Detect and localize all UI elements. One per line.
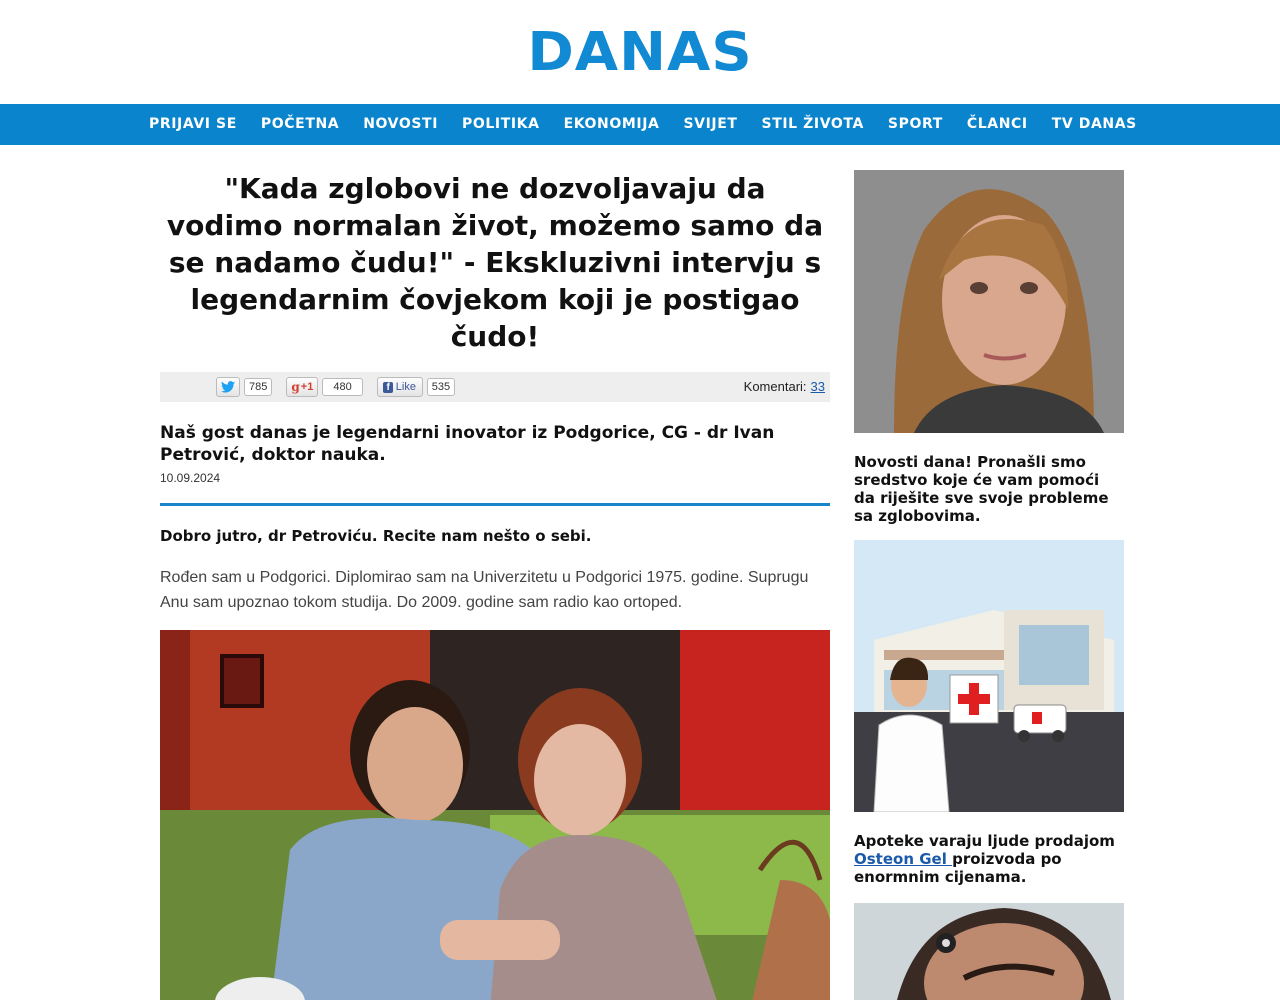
- nav-item-svijet[interactable]: SVIJET: [683, 116, 738, 132]
- comments-info: [744, 372, 825, 402]
- sidebar-caption-2-text-a: Apoteke varaju ljude prodajom: [854, 832, 1115, 850]
- gplus-share[interactable]: [286, 377, 362, 397]
- article-headline: "Kada zglobovi ne dozvoljavaju da vodimo normalan život, možemo samo da se nadamo čudu!" - Ekskluzivni intervju s legendarnim čovjekom koji je postigao čudo!: [166, 172, 824, 353]
- site-header: [0, 0, 1280, 104]
- article-subhead: Naš gost danas je legendarni inovator iz Podgorice, CG - dr Ivan Petrović, doktor nauka.: [160, 423, 775, 465]
- fb-like-label: Like: [395, 381, 416, 393]
- nav-item-tv-danas[interactable]: TV DANAS: [1051, 116, 1137, 132]
- nav-item-stil-zivota[interactable]: STIL ŽIVOTA: [761, 116, 864, 132]
- twitter-count: 785: [244, 378, 272, 396]
- article-photo: [160, 630, 830, 1000]
- nav-item-sport[interactable]: SPORT: [887, 116, 943, 132]
- sidebar-caption-1[interactable]: Novosti dana! Pronašli smo sredstvo koje će vam pomoći da riješite sve svoje probleme sa zglobovima.: [854, 453, 1109, 525]
- nav-item-novosti[interactable]: NOVOSTI: [363, 116, 439, 132]
- twitter-share[interactable]: [216, 377, 272, 397]
- sidebar: [854, 170, 1124, 1000]
- share-bar: [160, 372, 830, 402]
- sidebar-caption-2-text-b: proizvoda po enormnim cijenama.: [854, 850, 1062, 886]
- twitter-icon[interactable]: [216, 377, 240, 397]
- comments-count-link[interactable]: 33: [810, 379, 825, 394]
- facebook-like[interactable]: [377, 377, 455, 397]
- site-logo[interactable]: DANAS: [527, 21, 753, 83]
- main-nav: [0, 104, 1280, 145]
- nav-item-pocetna[interactable]: POČETNA: [260, 116, 340, 132]
- sidebar-image-patient[interactable]: [854, 903, 1124, 1000]
- sidebar-image-woman[interactable]: [854, 170, 1124, 433]
- interview-answer: Rođen sam u Podgorici. Diplomirao sam na Univerzitetu u Podgorici 1975. godine. Suprugu Anu sam upoznao tokom studija. Do 2009. godine sam radio kao ortoped.: [160, 569, 809, 611]
- gplus-label: +1: [300, 381, 314, 393]
- nav-item-ekonomija[interactable]: EKONOMIJA: [563, 116, 660, 132]
- gplus-count: 480: [322, 378, 362, 396]
- sidebar-image-doctor[interactable]: [854, 540, 1124, 812]
- article: [160, 145, 830, 1000]
- nav-item-politika[interactable]: POLITIKA: [462, 116, 540, 132]
- google-plus-icon[interactable]: g +1: [286, 377, 318, 397]
- article-divider: [160, 503, 830, 506]
- fb-like-count: 535: [427, 378, 455, 396]
- sidebar-caption-2: [854, 832, 1124, 886]
- nav-item-prijavi-se[interactable]: PRIJAVI SE: [149, 116, 237, 132]
- interview-question: Dobro jutro, dr Petroviću. Recite nam nešto o sebi.: [160, 527, 592, 545]
- facebook-icon[interactable]: f Like: [377, 377, 423, 397]
- comments-label: Komentari:: [743, 379, 807, 394]
- osteon-gel-link[interactable]: Osteon Gel: [854, 850, 953, 868]
- nav-item-clanci[interactable]: ČLANCI: [966, 116, 1028, 132]
- article-date: 10.09.2024: [160, 471, 221, 485]
